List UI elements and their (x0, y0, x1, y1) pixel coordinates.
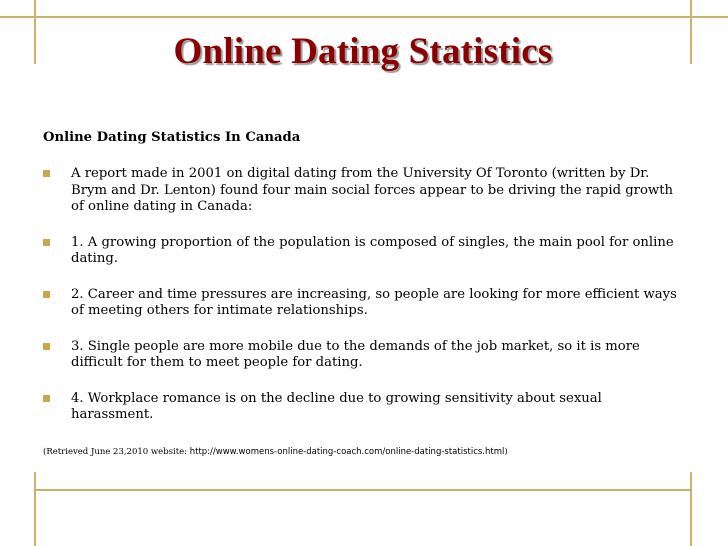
bullet-item (43, 339, 683, 372)
bullet-item (43, 235, 683, 268)
source-suffix: ) (504, 447, 508, 457)
square-bullet-icon (43, 291, 50, 298)
bullet-item (43, 391, 683, 424)
frame-right-line (690, 0, 692, 64)
bullet-text: A report made in 2001 on digital dating from the University Of Toronto (written by Dr. Brym and Dr. Lenton) found four main social forces appear to be driving the rapid growth of online dating in Canada: (71, 166, 673, 214)
square-bullet-icon (43, 395, 50, 402)
square-bullet-icon (43, 170, 50, 177)
slide-subtitle: Online Dating Statistics In Canada (43, 130, 301, 145)
bullet-item (43, 287, 683, 320)
square-bullet-icon (43, 239, 50, 246)
slide-title: Online Dating Statistics (173, 31, 553, 72)
bullet-text: 3. Single people are more mobile due to the demands of the job market, so it is more difficult for them to meet people for dating. (71, 338, 640, 370)
bullet-text: 2. Career and time pressures are increasing, so people are looking for more efficient ways of meeting others for intimate relationships. (71, 286, 677, 318)
bullet-text: 1. A growing proportion of the population is composed of singles, the main pool for online dating. (71, 234, 674, 266)
bullet-text: 4. Workplace romance is on the decline due to growing sensitivity about sexual harassment. (71, 390, 602, 422)
source-citation (43, 447, 508, 457)
square-bullet-icon (43, 343, 50, 350)
bullet-item (43, 166, 683, 216)
frame-bottom-line (36, 489, 692, 491)
source-prefix: (Retrieved June 23,2010 website: (43, 447, 190, 457)
source-url-link[interactable]: http://www.womens-online-dating-coach.com/online-dating-statistics.html (189, 447, 505, 457)
frame-top-line (0, 16, 728, 18)
frame-bottom-right-line (690, 472, 692, 546)
frame-bottom-left-line (34, 472, 36, 546)
bullet-list (43, 166, 683, 443)
